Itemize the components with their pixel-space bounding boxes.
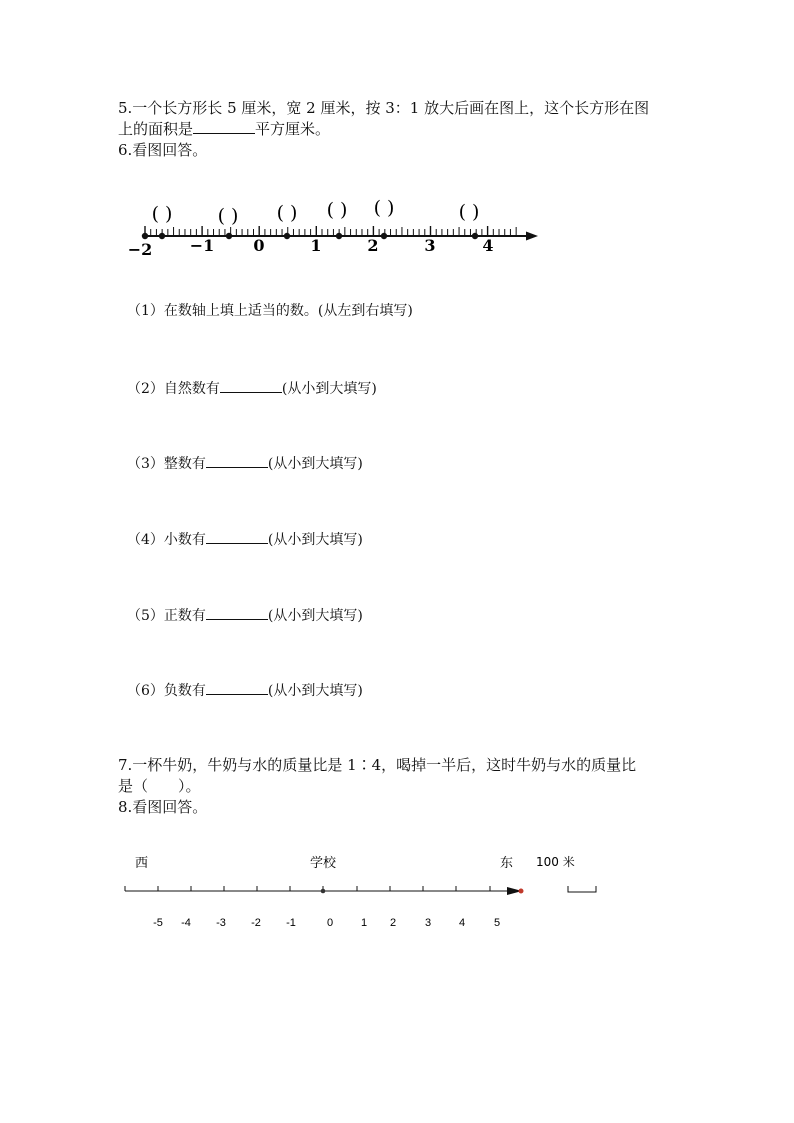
q8-east-label: 东: [500, 856, 514, 871]
q6-label-neg2: −2: [127, 240, 153, 259]
q6-sub-3-prefix: （3）整数有: [127, 456, 206, 472]
q8-tick-label: 3: [424, 917, 432, 929]
q8-school-label: 学校: [310, 856, 337, 871]
q6-paren-1[interactable]: ( ): [151, 203, 173, 225]
q8-tick-label: -5: [153, 917, 163, 929]
q6-label-neg1: −1: [189, 236, 215, 255]
q8-tick-label: 1: [360, 917, 368, 929]
q6-sub-4-suffix: (从小到大填写): [267, 532, 363, 548]
q5-line2-suffix: 平方厘米。: [255, 120, 331, 138]
q8-school-point: [321, 889, 326, 894]
q6-sub-6-prefix: （6）负数有: [127, 683, 206, 699]
q8-tick-label: 5: [493, 917, 501, 929]
q7-line2-prefix: 是（: [118, 777, 149, 795]
q6-paren-2[interactable]: ( ): [217, 205, 239, 227]
q6-paren-4[interactable]: ( ): [326, 199, 348, 221]
q8-west-label: 西: [135, 856, 149, 871]
q6-sub-3-suffix: (从小到大填写): [267, 456, 363, 472]
q8-tick-label: -4: [181, 917, 191, 929]
q6-label-3: 3: [424, 236, 436, 255]
q5-line1: 5.一个长方形长 5 厘米，宽 2 厘米，按 3：1 放大后画在图上，这个长方形在图: [118, 99, 650, 117]
q6-paren-3[interactable]: ( ): [276, 202, 298, 224]
q6-sub-5-suffix: (从小到大填写): [267, 608, 363, 624]
q8-tick-label: 2: [389, 917, 397, 929]
q7-line2-suffix: ）。: [178, 777, 201, 795]
q8-tick-label: -1: [286, 917, 296, 929]
q5-line2-prefix: 上的面积是: [118, 120, 194, 138]
q6-label-0: 0: [253, 236, 265, 255]
q8-axis-ticks: [125, 886, 490, 891]
q6-paren-6[interactable]: ( ): [458, 201, 480, 223]
q6-sub-5-prefix: （5）正数有: [127, 608, 206, 624]
q8-tick-labels: [153, 917, 500, 929]
q6-label-4: 4: [482, 236, 494, 255]
q6-paren-5[interactable]: ( ): [373, 197, 395, 219]
q8-tick-label: 4: [458, 917, 466, 929]
q8-title: 8.看图回答。: [118, 798, 208, 816]
q6-sub-1-text: （1）在数轴上填上适当的数。(从左到右填写): [127, 303, 413, 319]
q6-label-2: 2: [367, 236, 379, 255]
q8-scale-label: 100 米: [536, 855, 575, 869]
q6-title: 6.看图回答。: [118, 141, 208, 159]
q8-tick-label: 0: [326, 917, 334, 929]
q6-sub-2-prefix: （2）自然数有: [127, 381, 220, 397]
q6-sub-2-suffix: (从小到大填写): [281, 381, 377, 397]
q7-line1: 7.一杯牛奶，牛奶与水的质量比是 1∶4，喝掉一半后，这时牛奶与水的质量比: [118, 756, 637, 774]
q8-east-point: [519, 889, 524, 894]
q6-sub-4-prefix: （4）小数有: [127, 532, 206, 548]
q8-tick-label: -2: [251, 917, 261, 929]
q6-sub-6-suffix: (从小到大填写): [267, 683, 363, 699]
q8-tick-label: -3: [216, 917, 226, 929]
q8-scale-bar: [568, 886, 596, 892]
q6-label-1: 1: [310, 236, 322, 255]
